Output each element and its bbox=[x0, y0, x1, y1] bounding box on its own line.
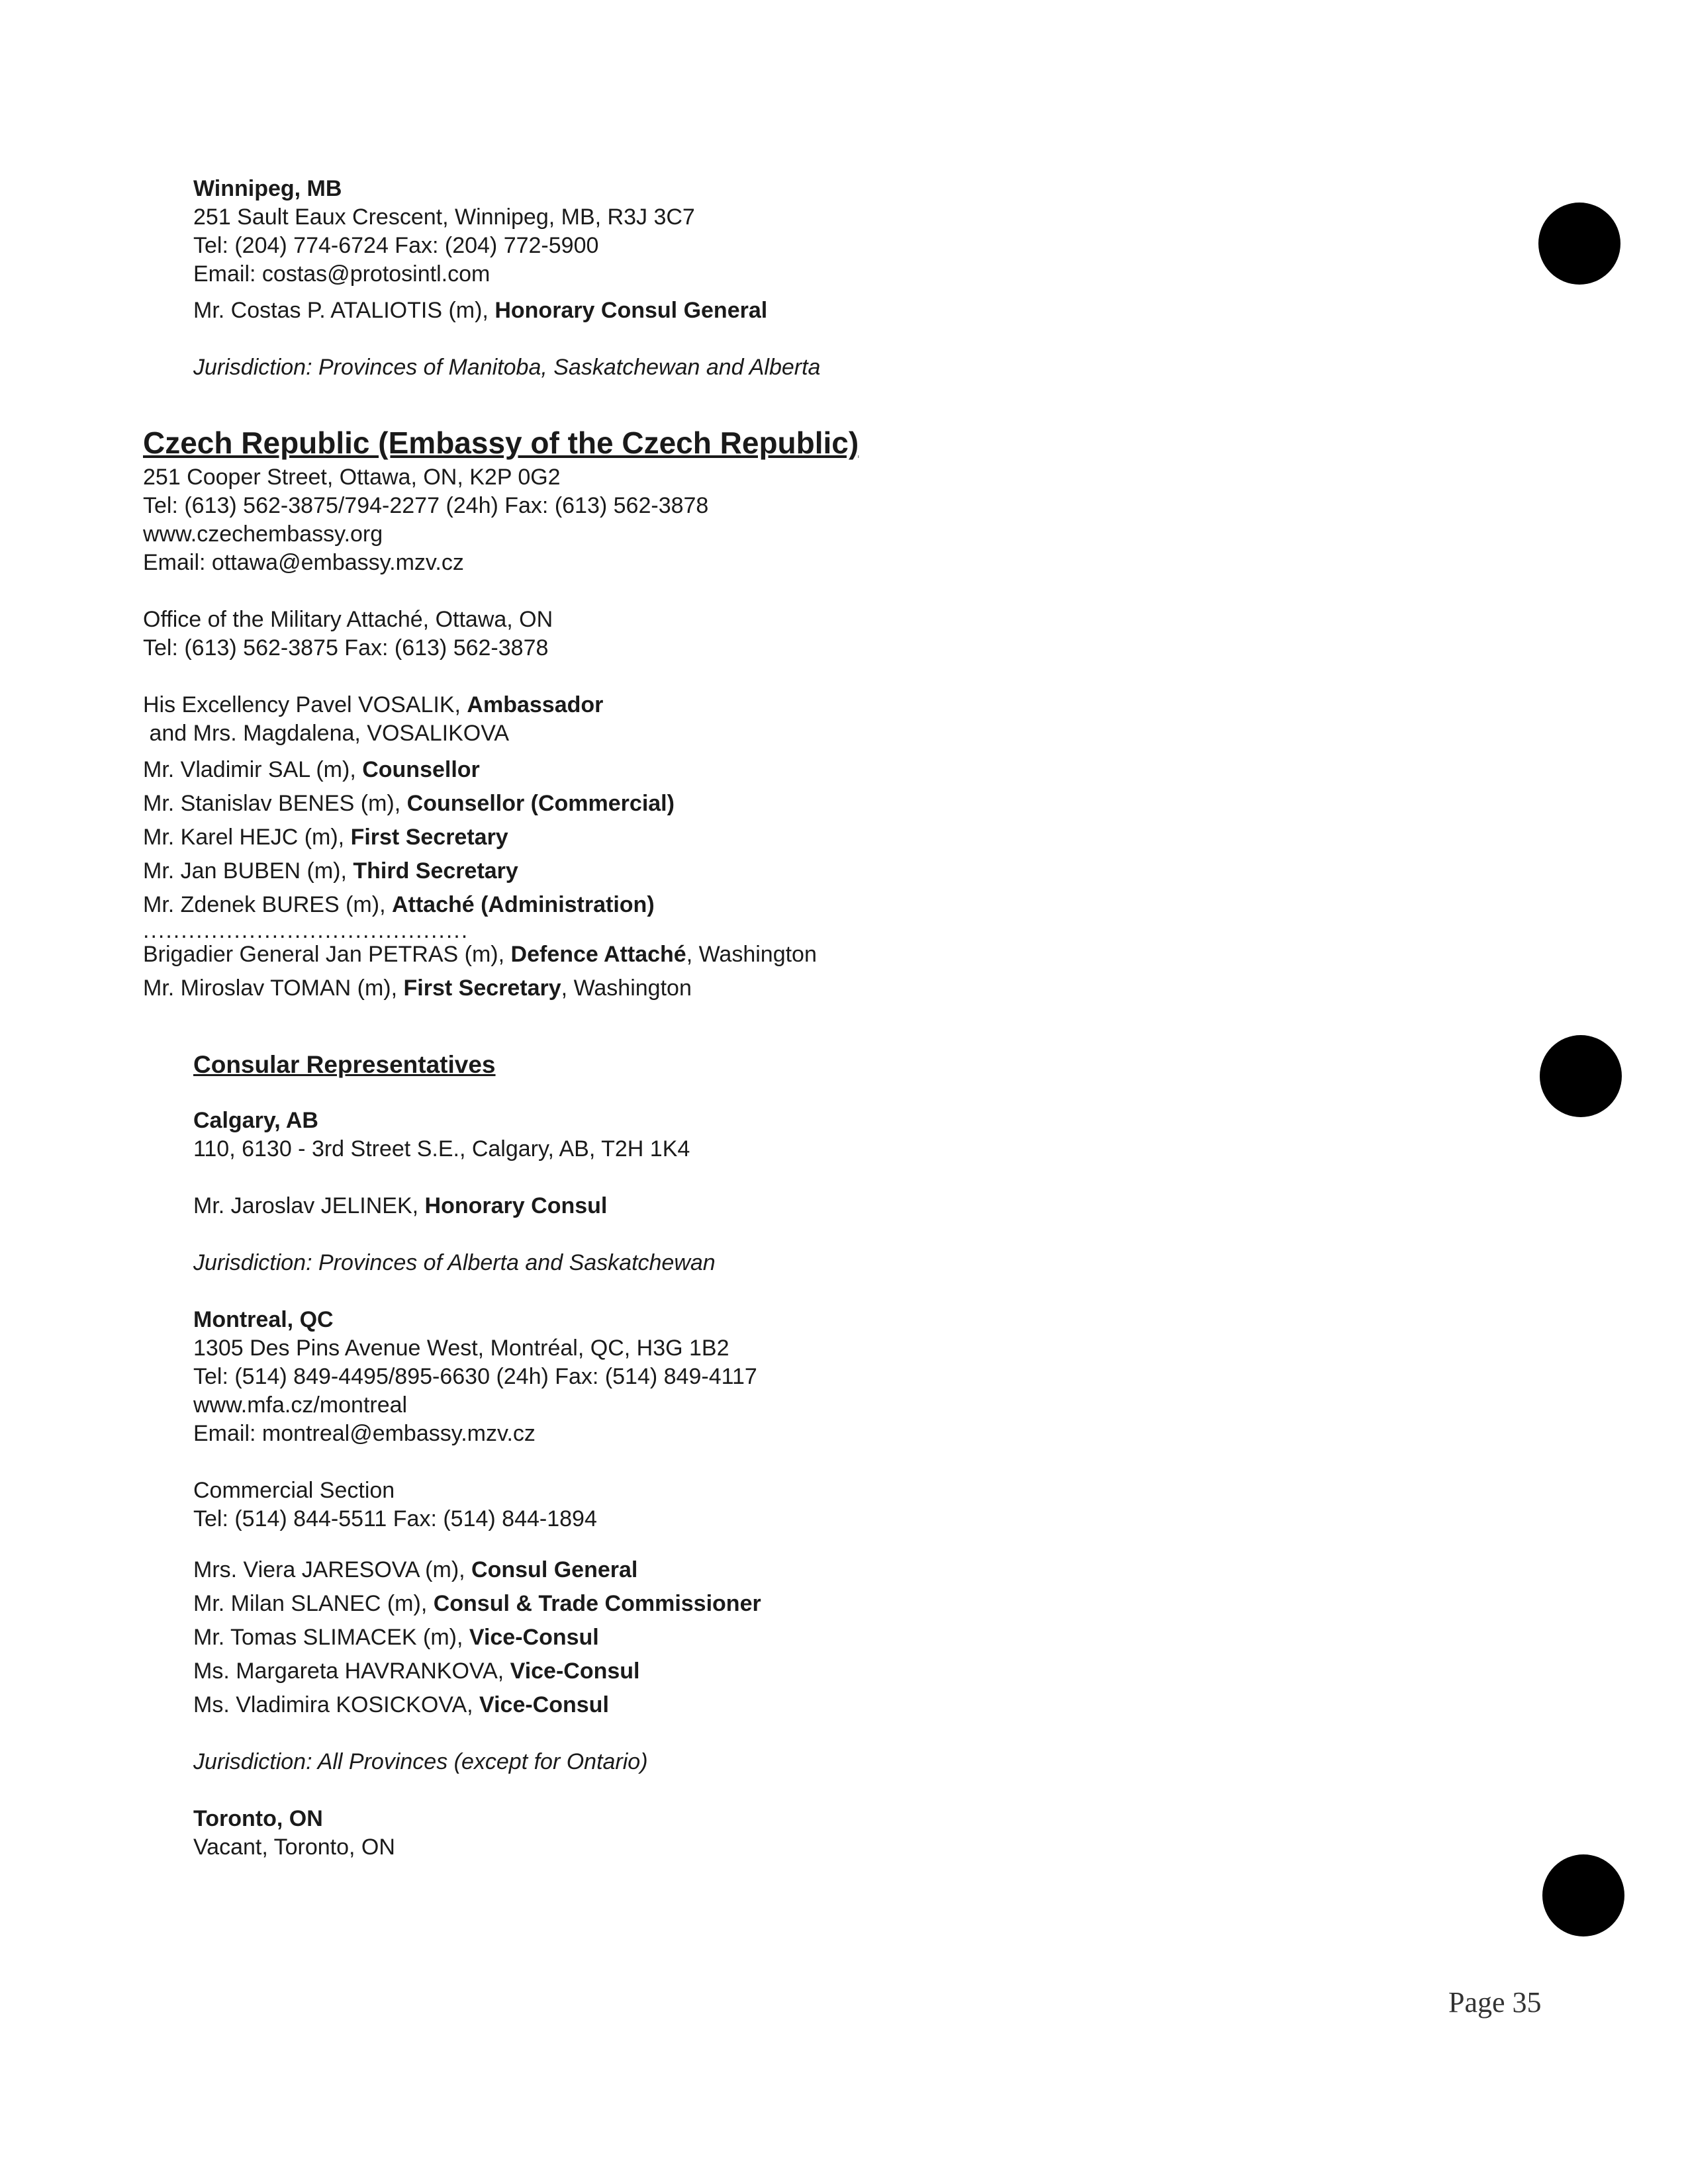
staff-title: First Secretary bbox=[350, 825, 508, 850]
spacer bbox=[193, 1533, 761, 1556]
spacer bbox=[143, 662, 817, 691]
washington-staff-row bbox=[143, 974, 817, 1003]
consular-section bbox=[193, 1050, 761, 1862]
staff-row bbox=[193, 1556, 761, 1584]
staff-name: Ms. Margareta HAVRANKOVA, bbox=[193, 1659, 510, 1684]
staff-row bbox=[143, 823, 817, 852]
person-line bbox=[193, 296, 820, 325]
website: www.mfa.cz/montreal bbox=[193, 1392, 408, 1418]
staff-location: , Washington bbox=[561, 976, 692, 1001]
staff-title: Consul & Trade Commissioner bbox=[433, 1591, 761, 1616]
staff-title: Vice-Consul bbox=[479, 1692, 609, 1717]
winnipeg-section bbox=[193, 175, 820, 382]
military-office: Office of the Military Attaché, Ottawa, ON bbox=[143, 607, 553, 632]
page-number: Page 35 bbox=[1448, 1986, 1542, 2019]
email: Email: costas@protosintl.com bbox=[193, 261, 491, 287]
spacer bbox=[143, 748, 817, 756]
ambassador-spouse: and Mrs. Magdalena, VOSALIKOVA bbox=[143, 721, 510, 746]
phone-fax: Tel: (204) 774-6724 Fax: (204) 772-5900 bbox=[193, 233, 599, 258]
ambassador-line bbox=[143, 691, 817, 719]
phone-fax: Tel: (514) 849-4495/895-6630 (24h) Fax: (514) 849-4117 bbox=[193, 1364, 757, 1389]
address: Vacant, Toronto, ON bbox=[193, 1835, 395, 1860]
consular-heading: Consular Representatives bbox=[193, 1051, 496, 1078]
washington-staff-row bbox=[143, 940, 817, 969]
person-line bbox=[193, 1192, 761, 1220]
address: 251 Sault Eaux Crescent, Winnipeg, MB, R3J 3C7 bbox=[193, 205, 695, 230]
person-name: Mr. Costas P. ATALIOTIS (m), bbox=[193, 298, 495, 323]
ambassador-name: His Excellency Pavel VOSALIK, bbox=[143, 692, 467, 717]
spacer bbox=[193, 289, 820, 296]
punch-hole bbox=[1542, 1854, 1624, 1936]
staff-title: Defence Attaché bbox=[510, 942, 686, 967]
jurisdiction: Jurisdiction: Provinces of Manitoba, Saskatchewan and Alberta bbox=[193, 355, 821, 380]
jurisdiction: Jurisdiction: All Provinces (except for Ontario) bbox=[193, 1749, 648, 1774]
staff-name: Mr. Tomas SLIMACEK (m), bbox=[193, 1625, 469, 1650]
staff-title: Vice-Consul bbox=[510, 1659, 640, 1684]
staff-title: Counsellor bbox=[362, 757, 480, 782]
website: www.czechembassy.org bbox=[143, 522, 383, 547]
staff-name: Mr. Jan BUBEN (m), bbox=[143, 858, 353, 884]
spacer bbox=[193, 1776, 761, 1805]
commercial-section: Commercial Section bbox=[193, 1478, 395, 1503]
city-heading: Winnipeg, MB bbox=[193, 176, 342, 201]
staff-row bbox=[143, 857, 817, 886]
spacer bbox=[193, 1220, 761, 1249]
person-name: Mr. Jaroslav JELINEK, bbox=[193, 1193, 425, 1218]
staff-title: Third Secretary bbox=[353, 858, 518, 884]
spacer bbox=[193, 1080, 761, 1107]
spacer bbox=[193, 1277, 761, 1306]
staff-row bbox=[143, 891, 817, 919]
city-heading: Toronto, ON bbox=[193, 1806, 323, 1831]
spacer bbox=[193, 1163, 761, 1192]
staff-title: First Secretary bbox=[403, 976, 561, 1001]
staff-title: Consul General bbox=[471, 1557, 638, 1582]
spacer bbox=[193, 325, 820, 353]
staff-row bbox=[193, 1623, 761, 1652]
dotted-separator: ........................................... bbox=[143, 918, 469, 943]
phone-fax: Tel: (613) 562-3875/794-2277 (24h) Fax: (613) 562-3878 bbox=[143, 493, 709, 518]
person-title: Honorary Consul bbox=[424, 1193, 608, 1218]
staff-name: Brigadier General Jan PETRAS (m), bbox=[143, 942, 511, 967]
punch-hole bbox=[1538, 203, 1620, 285]
staff-row bbox=[193, 1657, 761, 1686]
address: 110, 6130 - 3rd Street S.E., Calgary, AB, T2H 1K4 bbox=[193, 1136, 690, 1161]
ambassador-title: Ambassador bbox=[467, 692, 604, 717]
staff-row bbox=[143, 756, 817, 784]
staff-name: Mr. Stanislav BENES (m), bbox=[143, 791, 407, 816]
staff-name: Mrs. Viera JARESOVA (m), bbox=[193, 1557, 472, 1582]
staff-title: Attaché (Administration) bbox=[391, 892, 655, 917]
staff-title: Counsellor (Commercial) bbox=[406, 791, 675, 816]
military-phone-fax: Tel: (613) 562-3875 Fax: (613) 562-3878 bbox=[143, 635, 549, 660]
staff-name: Mr. Vladimir SAL (m), bbox=[143, 757, 363, 782]
jurisdiction: Jurisdiction: Provinces of Alberta and Saskatchewan bbox=[193, 1250, 716, 1275]
staff-name: Ms. Vladimira KOSICKOVA, bbox=[193, 1692, 480, 1717]
address: 251 Cooper Street, Ottawa, ON, K2P 0G2 bbox=[143, 465, 561, 490]
embassy-heading: Czech Republic (Embassy of the Czech Republic) bbox=[143, 426, 859, 460]
spacer bbox=[143, 577, 817, 606]
staff-name: Mr. Karel HEJC (m), bbox=[143, 825, 351, 850]
person-title: Honorary Consul General bbox=[494, 298, 768, 323]
staff-row bbox=[143, 790, 817, 818]
address: 1305 Des Pins Avenue West, Montréal, QC, H3G 1B2 bbox=[193, 1336, 729, 1361]
city-heading: Montreal, QC bbox=[193, 1307, 334, 1332]
staff-name: Mr. Miroslav TOMAN (m), bbox=[143, 976, 404, 1001]
spacer bbox=[193, 1719, 761, 1748]
commercial-phone-fax: Tel: (514) 844-5511 Fax: (514) 844-1894 bbox=[193, 1506, 597, 1531]
staff-title: Vice-Consul bbox=[469, 1625, 599, 1650]
email: Email: ottawa@embassy.mzv.cz bbox=[143, 550, 464, 575]
embassy-section bbox=[143, 463, 817, 1003]
spacer bbox=[193, 1448, 761, 1477]
staff-name: Mr. Zdenek BURES (m), bbox=[143, 892, 392, 917]
staff-row bbox=[193, 1691, 761, 1719]
punch-hole bbox=[1540, 1035, 1622, 1117]
staff-location: , Washington bbox=[686, 942, 817, 967]
city-heading: Calgary, AB bbox=[193, 1108, 318, 1133]
staff-row bbox=[193, 1590, 761, 1618]
email: Email: montreal@embassy.mzv.cz bbox=[193, 1421, 536, 1446]
staff-name: Mr. Milan SLANEC (m), bbox=[193, 1591, 434, 1616]
